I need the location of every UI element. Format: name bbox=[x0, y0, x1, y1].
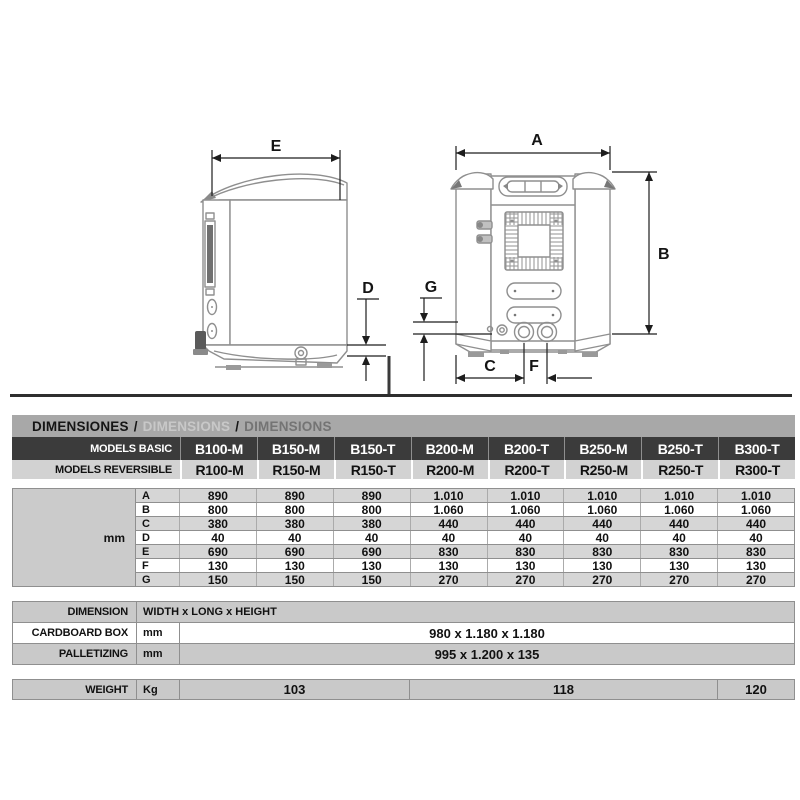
dim-value-cell: 690 bbox=[256, 545, 333, 558]
dim-value-cell: 440 bbox=[563, 517, 640, 530]
palletizing-unit: mm bbox=[136, 644, 179, 664]
front-view-drawing bbox=[451, 173, 615, 357]
table-row bbox=[13, 643, 794, 664]
dim-value-cell: 130 bbox=[333, 559, 410, 572]
title-separator: / bbox=[235, 418, 240, 434]
dim-value-cell: 40 bbox=[717, 531, 794, 544]
dim-value-cell: 130 bbox=[487, 559, 564, 572]
title-dimensions-en: DIMENSIONS bbox=[142, 418, 231, 434]
dim-value-cell: 1.060 bbox=[563, 503, 640, 516]
model-reversible-cell: R300-T bbox=[718, 460, 795, 479]
dim-label-c: C bbox=[484, 358, 496, 375]
vent-panel bbox=[505, 212, 563, 270]
model-basic-cell: B200-M bbox=[411, 437, 488, 460]
table-row bbox=[136, 516, 794, 530]
dim-value-cell: 1.010 bbox=[640, 489, 717, 502]
dim-value-cell: 830 bbox=[717, 545, 794, 558]
dim-value-cell: 130 bbox=[640, 559, 717, 572]
model-basic-cell: B200-T bbox=[488, 437, 565, 460]
dim-value-cell: 40 bbox=[563, 531, 640, 544]
model-reversible-cell: R150-T bbox=[334, 460, 411, 479]
models-reversible-label: MODELS REVERSIBLE bbox=[54, 463, 172, 476]
table-row bbox=[13, 602, 794, 622]
dim-row-label: F bbox=[142, 559, 149, 572]
model-reversible-cell: R200-M bbox=[411, 460, 488, 479]
dim-value-cell: 800 bbox=[333, 503, 410, 516]
side-view-drawing bbox=[193, 174, 347, 370]
table-row bbox=[136, 530, 794, 544]
weight-label: WEIGHT bbox=[85, 683, 128, 696]
cardboard-box-unit: mm bbox=[136, 623, 179, 643]
dim-value-cell: 270 bbox=[563, 573, 640, 586]
dimensions-rows bbox=[136, 489, 794, 586]
model-reversible-cell: R200-T bbox=[488, 460, 565, 479]
model-reversible-cell: R250-T bbox=[641, 460, 718, 479]
dim-value-cell: 1.060 bbox=[640, 503, 717, 516]
dimensions-unit-cell: mm bbox=[13, 489, 136, 586]
dim-label-d: D bbox=[362, 280, 374, 297]
cardboard-box-value: 980 x 1.180 x 1.180 bbox=[179, 623, 794, 643]
model-reversible-cell: R150-M bbox=[257, 460, 334, 479]
dim-value-cell: 690 bbox=[333, 545, 410, 558]
side-foot bbox=[195, 331, 206, 350]
dim-label-e: E bbox=[270, 138, 282, 155]
dim-value-cell: 1.060 bbox=[487, 503, 564, 516]
dim-value-cell: 40 bbox=[256, 531, 333, 544]
dim-value-cell: 1.060 bbox=[717, 503, 794, 516]
dim-value-cell: 40 bbox=[179, 531, 256, 544]
dim-value-cell: 130 bbox=[179, 559, 256, 572]
dim-value-cell: 1.060 bbox=[410, 503, 487, 516]
model-basic-cell: B250-M bbox=[564, 437, 641, 460]
dim-value-cell: 40 bbox=[487, 531, 564, 544]
dim-value-cell: 130 bbox=[563, 559, 640, 572]
dim-value-cell: 270 bbox=[717, 573, 794, 586]
dim-row-label: A bbox=[142, 489, 150, 502]
models-basic-label: MODELS BASIC bbox=[90, 442, 172, 455]
model-reversible-cell: R100-M bbox=[180, 460, 257, 479]
table-row bbox=[136, 489, 794, 502]
dim-value-cell: 690 bbox=[179, 545, 256, 558]
dim-value-cell: 1.010 bbox=[717, 489, 794, 502]
dim-value-cell: 270 bbox=[640, 573, 717, 586]
dim-row-label: C bbox=[142, 517, 150, 530]
dim-value-cell: 830 bbox=[410, 545, 487, 558]
dim-value-cell: 40 bbox=[333, 531, 410, 544]
section-title-bar bbox=[12, 415, 795, 437]
dim-value-cell: 440 bbox=[487, 517, 564, 530]
dim-value-cell: 800 bbox=[256, 503, 333, 516]
weight-table bbox=[12, 679, 795, 700]
section-separator bbox=[10, 394, 792, 397]
dimension-row-label: DIMENSION bbox=[67, 606, 128, 618]
dim-value-cell: 270 bbox=[487, 573, 564, 586]
packaging-table bbox=[12, 601, 795, 665]
dim-value-cell: 150 bbox=[256, 573, 333, 586]
dim-value-cell: 270 bbox=[410, 573, 487, 586]
dim-value-cell: 830 bbox=[563, 545, 640, 558]
dim-row-label: B bbox=[142, 503, 150, 516]
models-header bbox=[12, 437, 795, 479]
model-basic-cell: B300-T bbox=[718, 437, 795, 460]
title-separator: / bbox=[133, 418, 138, 434]
models-basic-row bbox=[12, 437, 795, 460]
dim-label-g: G bbox=[424, 279, 438, 296]
weight-unit: Kg bbox=[136, 680, 179, 699]
dim-label-b: B bbox=[658, 246, 670, 263]
dim-value-cell: 830 bbox=[487, 545, 564, 558]
dim-value-cell: 440 bbox=[640, 517, 717, 530]
cardboard-box-label: CARDBOARD BOX bbox=[31, 627, 128, 639]
dim-value-cell: 130 bbox=[410, 559, 487, 572]
dimensions-table bbox=[12, 488, 795, 587]
dim-value-cell: 890 bbox=[256, 489, 333, 502]
weight-value-cell: 103 bbox=[179, 680, 409, 699]
palletizing-label: PALLETIZING bbox=[58, 648, 128, 660]
dim-value-cell: 800 bbox=[179, 503, 256, 516]
models-reversible-row bbox=[12, 460, 795, 479]
model-basic-cell: B150-M bbox=[257, 437, 334, 460]
dim-row-label: E bbox=[142, 545, 150, 558]
dim-row-label: G bbox=[142, 573, 151, 586]
dim-value-cell: 440 bbox=[717, 517, 794, 530]
title-dimensiones: DIMENSIONES bbox=[32, 418, 129, 434]
dim-value-cell: 40 bbox=[410, 531, 487, 544]
dim-label-a: A bbox=[531, 132, 543, 149]
model-basic-cell: B100-M bbox=[180, 437, 257, 460]
dim-value-cell: 150 bbox=[179, 573, 256, 586]
table-row bbox=[136, 502, 794, 516]
table-row bbox=[136, 572, 794, 586]
dim-value-cell: 380 bbox=[256, 517, 333, 530]
dim-value-cell: 40 bbox=[640, 531, 717, 544]
weight-value-cell: 118 bbox=[409, 680, 717, 699]
dim-value-cell: 380 bbox=[179, 517, 256, 530]
table-row bbox=[136, 544, 794, 558]
dim-row-label: D bbox=[142, 531, 150, 544]
model-basic-cell: B250-T bbox=[641, 437, 718, 460]
dim-value-cell: 440 bbox=[410, 517, 487, 530]
dim-value-cell: 150 bbox=[333, 573, 410, 586]
model-basic-cell: B150-T bbox=[334, 437, 411, 460]
dim-label-f: F bbox=[529, 358, 539, 375]
title-dimensions-fr: DIMENSIONS bbox=[244, 418, 332, 434]
weight-value-cell: 120 bbox=[717, 680, 794, 699]
table-row bbox=[136, 558, 794, 572]
dim-value-cell: 1.010 bbox=[410, 489, 487, 502]
model-reversible-cell: R250-M bbox=[564, 460, 641, 479]
dim-value-cell: 130 bbox=[717, 559, 794, 572]
dim-value-cell: 380 bbox=[333, 517, 410, 530]
dim-value-cell: 830 bbox=[640, 545, 717, 558]
dim-value-cell: 890 bbox=[333, 489, 410, 502]
side-grille bbox=[207, 225, 213, 283]
dim-value-cell: 1.010 bbox=[487, 489, 564, 502]
dim-value-cell: 130 bbox=[256, 559, 333, 572]
dim-value-cell: 890 bbox=[179, 489, 256, 502]
dimension-row-value: WIDTH x LONG x HEIGHT bbox=[136, 602, 794, 622]
dim-value-cell: 1.010 bbox=[563, 489, 640, 502]
top-handle bbox=[499, 177, 567, 196]
table-row bbox=[13, 622, 794, 643]
palletizing-value: 995 x 1.200 x 135 bbox=[179, 644, 794, 664]
